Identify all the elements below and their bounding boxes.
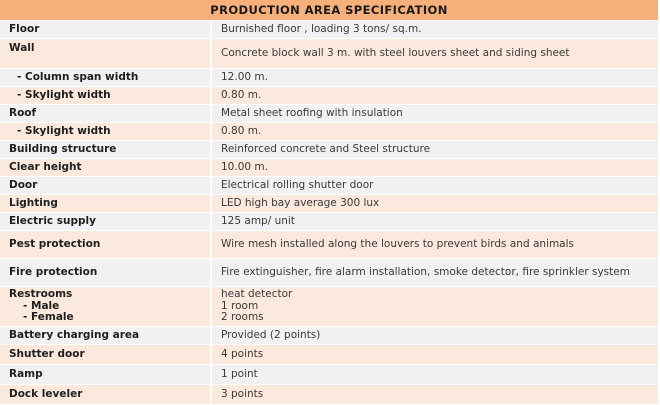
- row-label: Building structure: [0, 141, 211, 159]
- row-label: Wall: [0, 39, 211, 69]
- table-row: [0, 365, 658, 385]
- row-label: Floor: [0, 21, 211, 39]
- row-label: Door: [0, 177, 211, 195]
- table-row: [0, 39, 658, 69]
- row-value: Fire extinguisher, fire alarm installation, smoke detector, fire sprinkler system: [211, 259, 658, 287]
- row-subvalue-male: 1 room: [221, 299, 259, 312]
- table-row: [0, 213, 658, 231]
- row-value: LED high bay average 300 lux: [211, 195, 658, 213]
- row-label: - Column span width: [0, 69, 211, 87]
- row-value: Concrete block wall 3 m. with steel louvers sheet and siding sheet: [211, 39, 658, 69]
- table-title: PRODUCTION AREA SPECIFICATION: [0, 0, 658, 21]
- row-value: 10.00 m.: [211, 159, 658, 177]
- row-value: Reinforced concrete and Steel structure: [211, 141, 658, 159]
- restrooms-label-cell: [0, 287, 211, 327]
- row-value: 12.00 m.: [211, 69, 658, 87]
- table-row: [0, 195, 658, 213]
- table-row: [0, 231, 658, 259]
- table-row: [0, 87, 658, 105]
- row-value: Metal sheet roofing with insulation: [211, 105, 658, 123]
- table-row: [0, 259, 658, 287]
- row-value: Provided (2 points): [211, 327, 658, 345]
- row-label: Pest protection: [0, 231, 211, 259]
- row-value: 0.80 m.: [211, 123, 658, 141]
- table-row: [0, 123, 658, 141]
- row-sublabel-male: - Male: [23, 299, 60, 312]
- row-label: Lighting: [0, 195, 211, 213]
- row-value: Burnished floor , loading 3 tons/ sq.m.: [211, 21, 658, 39]
- table-row: [0, 141, 658, 159]
- table-row: [0, 69, 658, 87]
- row-label: Shutter door: [0, 345, 211, 365]
- row-label: Clear height: [0, 159, 211, 177]
- row-value: Electrical rolling shutter door: [211, 177, 658, 195]
- table-row: [0, 177, 658, 195]
- row-label: Battery charging area: [0, 327, 211, 345]
- row-value: 4 points: [211, 345, 658, 365]
- row-label: Restrooms: [9, 288, 73, 301]
- table-row: [0, 159, 658, 177]
- row-value: 1 point: [211, 365, 658, 385]
- table-row: [0, 21, 658, 39]
- row-value: heat detector: [221, 288, 293, 301]
- row-value: 0.80 m.: [211, 87, 658, 105]
- restrooms-value-cell: [211, 287, 658, 327]
- row-sublabel-female: - Female: [23, 311, 74, 324]
- row-value: 3 points: [211, 385, 658, 405]
- table-row: [0, 385, 658, 405]
- row-label: Electric supply: [0, 213, 211, 231]
- table-row: [0, 345, 658, 365]
- table-row: [0, 105, 658, 123]
- row-label: - Skylight width: [0, 123, 211, 141]
- table-row: [0, 287, 658, 327]
- row-value: Wire mesh installed along the louvers to prevent birds and animals: [211, 231, 658, 259]
- row-label: Ramp: [0, 365, 211, 385]
- row-subvalue-female: 2 rooms: [221, 311, 264, 324]
- row-label: Roof: [0, 105, 211, 123]
- row-label: Fire protection: [0, 259, 211, 287]
- row-label: - Skylight width: [0, 87, 211, 105]
- row-value: 125 amp/ unit: [211, 213, 658, 231]
- row-label: Dock leveler: [0, 385, 211, 405]
- table-row: [0, 327, 658, 345]
